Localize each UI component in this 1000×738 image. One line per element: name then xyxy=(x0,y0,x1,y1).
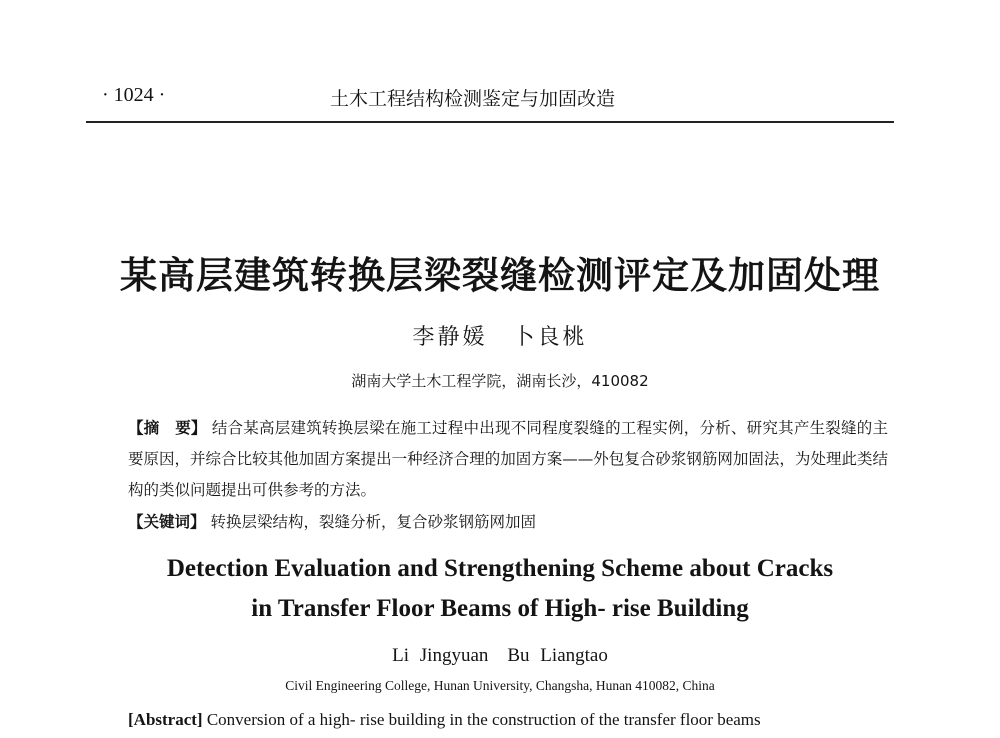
english-abstract-text: Conversion of a high- rise building in the construction of the transfer floor beams xyxy=(206,710,761,729)
english-affiliation: Civil Engineering College, Hunan University, Changsha, Hunan 410082, China xyxy=(285,678,715,693)
journal-title: 土木工程结构检测鉴定与加固改造 xyxy=(330,88,616,110)
chinese-keywords-label: 【关键词】 xyxy=(128,512,206,531)
chinese-abstract xyxy=(128,412,888,506)
chinese-authors: 李静媛 卜良桃 xyxy=(412,325,588,350)
english-abstract xyxy=(128,710,761,730)
english-abstract-label: [Abstract] xyxy=(128,710,203,729)
chinese-abstract-label: 【摘 要】 xyxy=(128,418,207,437)
page-number: · 1024 · xyxy=(102,84,166,106)
chinese-title: 某高层建筑转换层梁裂缝检测评定及加固处理 xyxy=(120,253,880,297)
chinese-affiliation: 湖南大学土木工程学院，湖南长沙，410082 xyxy=(351,372,649,390)
chinese-keywords xyxy=(128,506,888,538)
chinese-keywords-text: 转换层梁结构，裂缝分析，复合砂浆钢筋网加固 xyxy=(210,513,536,531)
chinese-abstract-text: 结合某高层建筑转换层梁在施工过程中出现不同程度裂缝的工程实例，分析、研究其产生裂缝的主要原因，并综合比较其他加固方案提出一种经济合理的加固方案——外包复合砂浆钢筋网加固法，为处理此类结构的类似问题提出可供参考的方法。 xyxy=(128,419,888,499)
chinese-abstract-block xyxy=(128,412,888,538)
english-title-line1: Detection Evaluation and Strengthening Scheme about Cracks xyxy=(166,555,834,582)
header-rule xyxy=(86,121,894,123)
english-authors: Li Jingyuan Bu Liangtao xyxy=(392,645,608,666)
english-title-line2: in Transfer Floor Beams of High- rise Building xyxy=(251,595,749,622)
